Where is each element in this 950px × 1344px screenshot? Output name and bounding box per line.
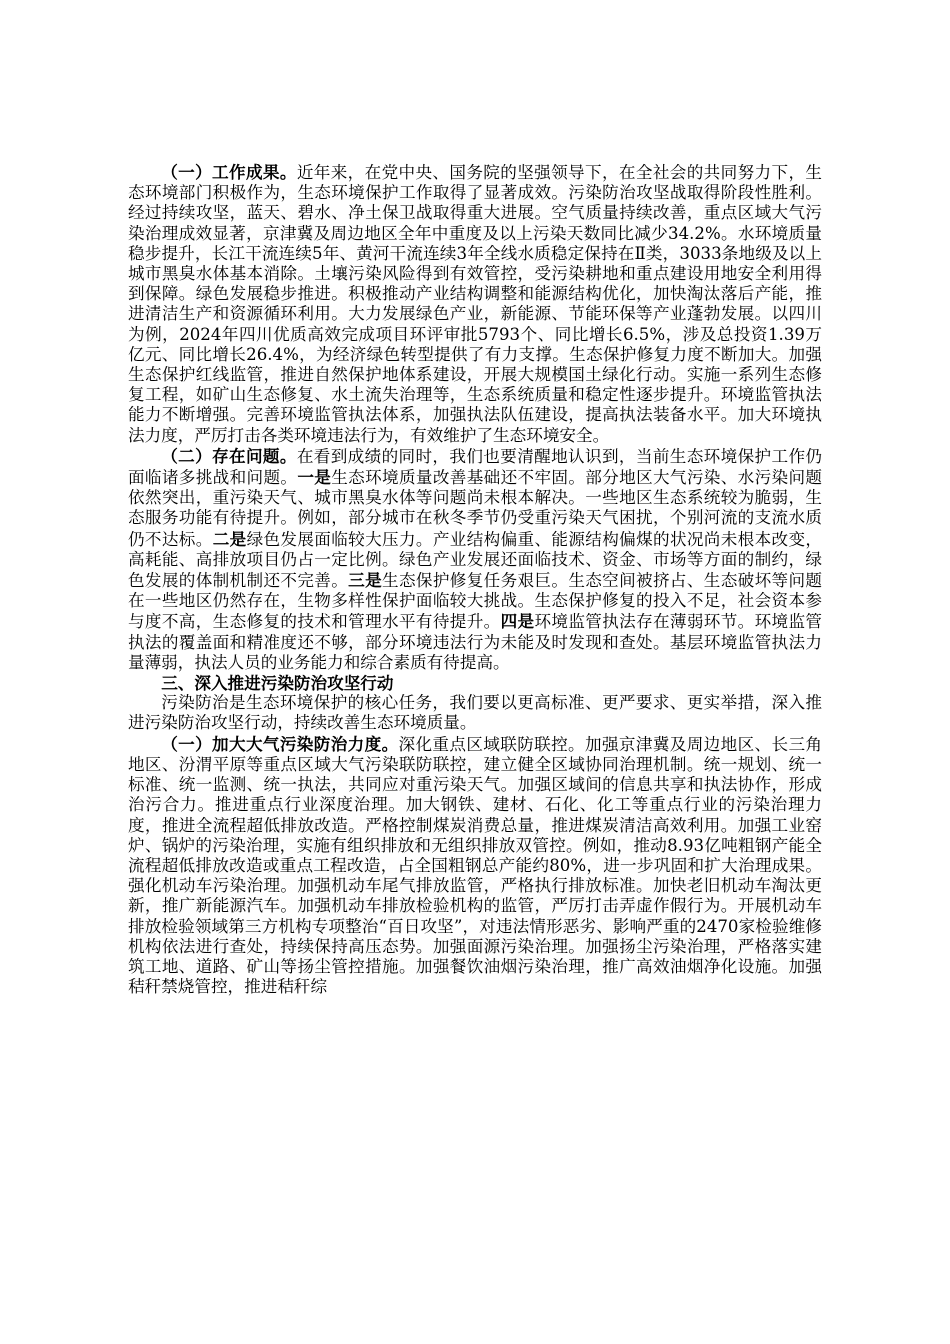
- point-marker-1: 一是: [297, 467, 332, 488]
- paragraph-text: 在看到成绩的同时，我们也要清醒地认识到，当前生态环境保护工作仍面临诸多挑战和问题。: [128, 446, 822, 488]
- section-lead-existing-problems: （二）存在问题。: [161, 445, 297, 466]
- paragraph-work-results: [128, 162, 822, 446]
- paragraph-text: 近年来，在党中央、国务院的坚强领导下，在全社会的共同努力下，生态环境部门积极作为，生态环境保护工作取得了显著成效。污染防治攻坚战取得阶段性胜利。经过持续攻坚，蓝天、碧水、净土保卫战取得重大进展。空气质量持续改善，重点区域大气污染治理成效显著，京津冀及周边地区全年中重度及以上污染天数同比减少34.2%。水环境质量稳步提升，长江干流连续5年、黄河干流连续3年全线水质稳定保持在Ⅱ类，3033条地级及以上城市黑臭水体基本消除。土壤污染风险得到有效管控，受污染耕地和重点建设用地安全利用得到保障。绿色发展稳步推进。积极推动产业结构调整和能源结构优化，加快淘汰落后产能，推进清洁生产和资源循环利用。大力发展绿色产业，新能源、节能环保等产业蓬勃发展。以四川为例，2024年四川优质高效完成项目环评审批5793个、同比增长6.5%，涉及总投资1.39万亿元、同比增长26.4%，为经济绿色转型提供了有力支撑。生态保护修复力度不断加大。加强生态保护红线监管，推进自然保护地体系建设，开展大规模国土绿化行动。实施一系列生态修复工程，如矿山生态修复、水土流失治理等，生态系统质量和稳定性逐步提升。环境监管执法能力不断增强。完善环境监管执法体系，加强执法队伍建设，提高执法装备水平。加大环境执法力度，严厉打击各类环境违法行为，有效维护了生态环境安全。: [128, 163, 822, 445]
- paragraph-intro-section-3: 污染防治是生态环境保护的核心任务，我们要以更高标准、更严要求、更实举措，深入推进污染防治攻坚行动，持续改善生态环境质量。: [128, 693, 822, 733]
- paragraph-air-pollution: [128, 734, 822, 998]
- paragraph-text: 生态保护修复任务艰巨。生态空间被挤占、生态破坏等问题在一些地区仍然存在，生物多样性保护面临较大挑战。生态保护修复的投入不足，社会资本参与度不高，生态修复的技术和管理水平有待提升。: [128, 571, 823, 632]
- paragraph-text: 深化重点区域联防联控。加强京津冀及周边地区、长三角地区、汾渭平原等重点区域大气污染联防联控，建立健全区域协同治理机制。统一规划、统一标准、统一监测、统一执法，共同应对重污染天气。加强区域间的信息共享和执法协作，形成治污合力。推进重点行业深度治理。加大钢铁、建材、石化、化工等重点行业的污染治理力度，推进全流程超低排放改造。严格控制煤炭消费总量，推进煤炭清洁高效利用。加强工业窑炉、锅炉的污染治理，实施有组织排放和无组织排放双管控。例如，推动8.93亿吨粗钢产能全流程超低排放改造或重点工程改造，占全国粗钢总产能约80%，进一步巩固和扩大治理成果。强化机动车污染治理。加强机动车尾气排放监管，严格执行排放标准。加快老旧机动车淘汰更新，推广新能源汽车。加强机动车排放检验机构的监管，严厉打击弄虚作假行为。开展机动车排放检验领域第三方机构专项整治“百日攻坚”，对违法情形恶劣、影响严重的2470家检验维修机构依法进行查处，持续保持高压态势。加强面源污染治理。加强扬尘污染治理，严格落实建筑工地、道路、矿山等扬尘管控措施。加强餐饮油烟污染治理，推广高效油烟净化设施。加强秸秆禁烧管控，推进秸秆综: [128, 734, 822, 997]
- document-page: [128, 162, 822, 997]
- paragraph-text: 生态环境质量改善基础还不牢固。部分地区大气污染、水污染问题依然突出，重污染天气、城市黑臭水体等问题尚未根本解决。一些地区生态系统较为脆弱，生态服务功能有待提升。例如，部分城市在秋冬季节仍受重污染天气困扰，个别河流的支流水质仍不达标。: [128, 468, 823, 549]
- section-lead-air-pollution: （一）加大大气污染防治力度。: [161, 733, 399, 754]
- point-marker-4: 四是: [500, 611, 535, 632]
- section-heading-3: 三、深入推进污染防治攻坚行动: [161, 673, 394, 694]
- section-lead-work-results: （一）工作成果。: [161, 162, 297, 182]
- paragraph-text: 绿色发展面临较大压力。产业结构偏重、能源结构偏煤的状况尚未根本改变，高耗能、高排放项目仍占一定比例。绿色产业发展还面临技术、资金、市场等方面的制约，绿色发展的体制机制还不完善。: [128, 529, 823, 591]
- paragraph-text: 环境监管执法存在薄弱环节。环境监管执法的覆盖面和精准度还不够，部分环境违法行为未能及时发现和查处。基层环境监管执法力量薄弱，执法人员的业务能力和综合素质有待提高。: [128, 612, 823, 672]
- paragraph-existing-problems: [128, 446, 822, 673]
- point-marker-2: 二是: [212, 528, 247, 549]
- point-marker-3: 三是: [348, 570, 383, 591]
